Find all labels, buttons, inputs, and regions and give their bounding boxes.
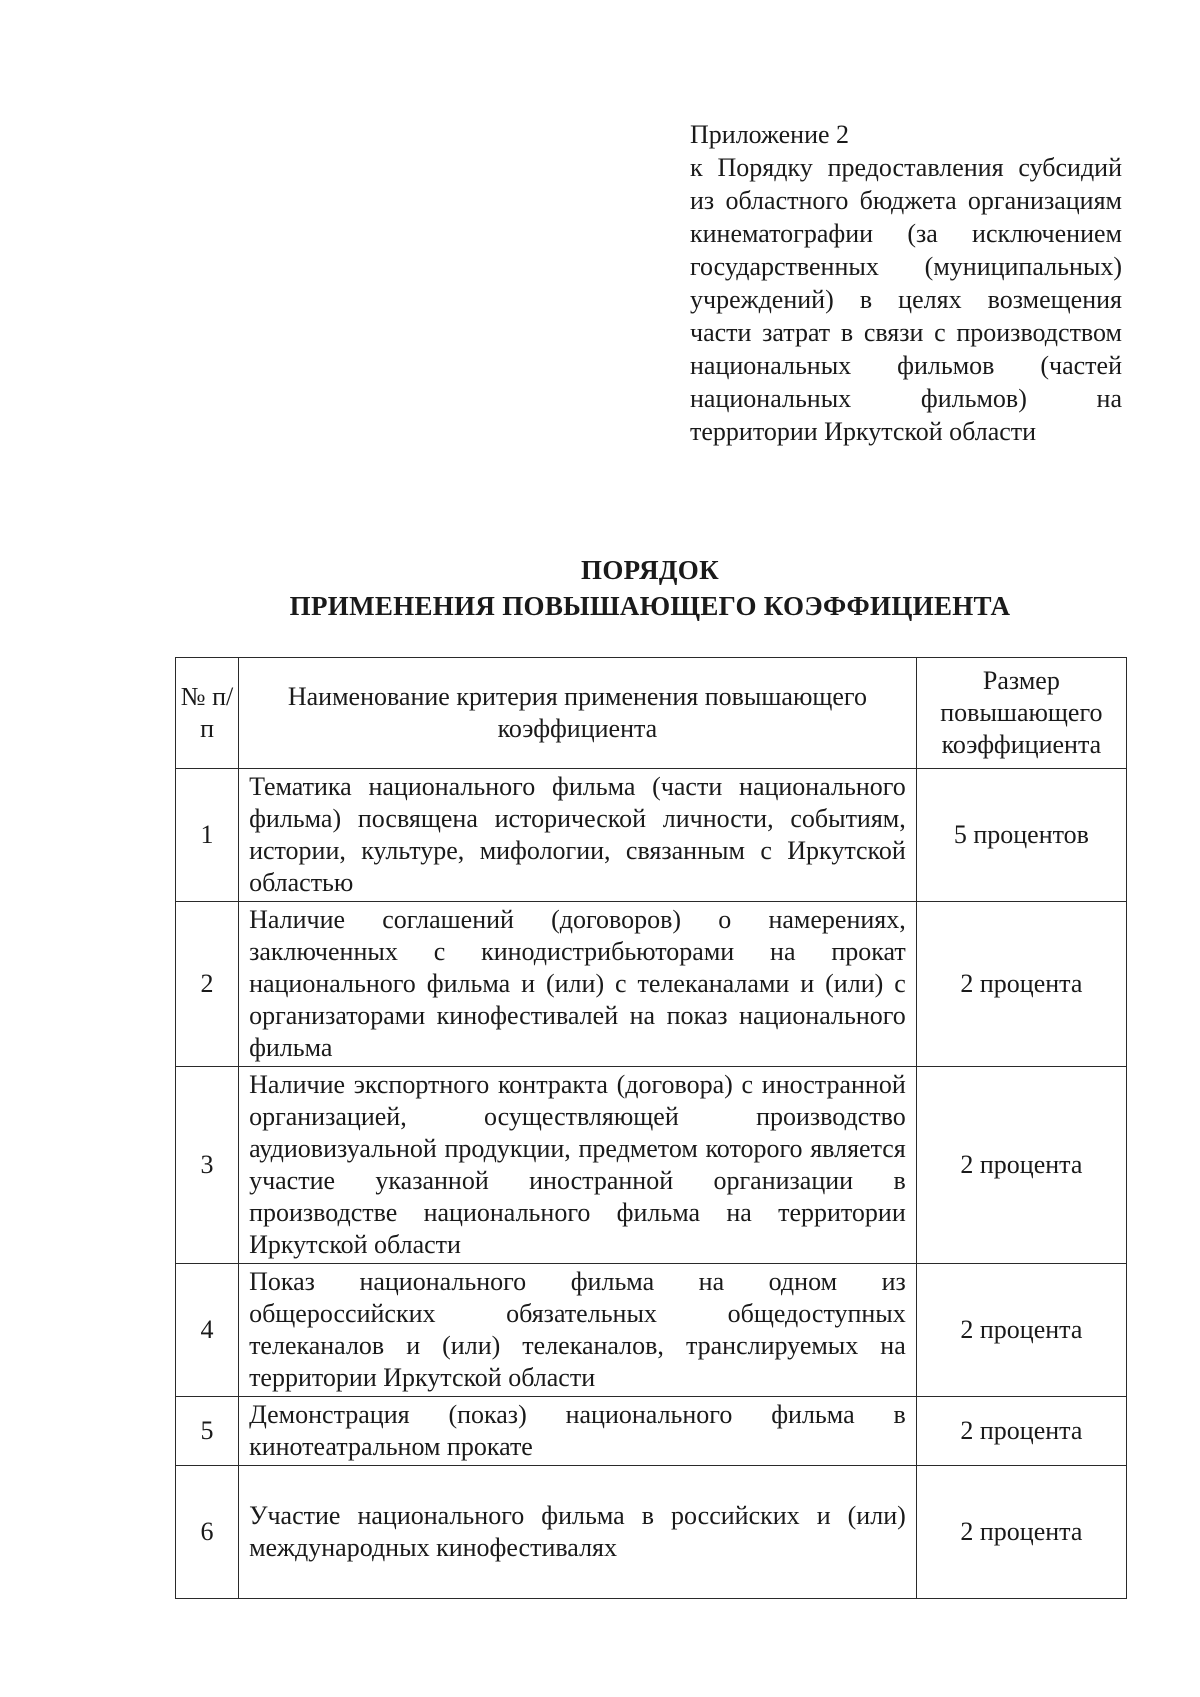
document-title xyxy=(150,552,1150,624)
row-number: 6 xyxy=(176,1466,239,1599)
criterion-name: Показ национального фильма на одном из общероссийских обязательных общедоступных телеканалов и (или) телеканалов, транслируемых на территории Иркутской области xyxy=(239,1264,917,1397)
coefficient-size: 2 процента xyxy=(916,902,1126,1067)
table-header-row xyxy=(176,658,1127,769)
table-row xyxy=(176,1067,1127,1264)
coefficient-size: 2 процента xyxy=(916,1067,1126,1264)
appendix-title: Приложение 2 xyxy=(690,120,850,149)
row-number: 2 xyxy=(176,902,239,1067)
coefficient-size: 2 процента xyxy=(916,1397,1126,1466)
criteria-table xyxy=(175,657,1127,1599)
document-title-line-1: ПОРЯДОК xyxy=(581,555,719,585)
table-row xyxy=(176,1397,1127,1466)
row-number: 5 xyxy=(176,1397,239,1466)
table-row xyxy=(176,1264,1127,1397)
table-row xyxy=(176,1466,1127,1599)
row-number: 1 xyxy=(176,769,239,902)
criterion-name: Участие национального фильма в российских и (или) международных кинофестивалях xyxy=(239,1466,917,1599)
header-number: № п/п xyxy=(176,658,239,769)
appendix-body: к Порядку предоставления субсидий из областного бюджета организациям кинематографии (за исключением государственных (муниципальных) учреждений) в целях возмещения части затрат в связи с производством национальных фильмов (частей национальных фильмов) на территории Иркутской области xyxy=(690,153,1122,446)
header-criterion-name: Наименование критерия применения повышающего коэффициента xyxy=(239,658,917,769)
coefficient-size: 2 процента xyxy=(916,1264,1126,1397)
coefficient-size: 2 процента xyxy=(916,1466,1126,1599)
criterion-name: Тематика национального фильма (части национального фильма) посвящена исторической личности, событиям, истории, культуре, мифологии, связанным с Иркутской областью xyxy=(239,769,917,902)
criterion-name: Демонстрация (показ) национального фильма в кинотеатральном прокате xyxy=(239,1397,917,1466)
appendix-block xyxy=(690,118,1122,448)
table-row xyxy=(176,902,1127,1067)
criterion-name: Наличие соглашений (договоров) о намерениях, заключенных с кинодистрибьюторами на прокат национального фильма и (или) с телеканалами и (или) с организаторами кинофестивалей на показ национального фильма xyxy=(239,902,917,1067)
criterion-name: Наличие экспортного контракта (договора) с иностранной организацией, осуществляющей производство аудиовизуальной продукции, предметом которого является участие указанной иностранной организации в производстве национального фильма на территории Иркутской области xyxy=(239,1067,917,1264)
table-row xyxy=(176,769,1127,902)
row-number: 4 xyxy=(176,1264,239,1397)
row-number: 3 xyxy=(176,1067,239,1264)
header-coefficient-size: Размер повышающего коэффициента xyxy=(916,658,1126,769)
coefficient-size: 5 процентов xyxy=(916,769,1126,902)
document-title-line-2: ПРИМЕНЕНИЯ ПОВЫШАЮЩЕГО КОЭФФИЦИЕНТА xyxy=(289,591,1011,621)
